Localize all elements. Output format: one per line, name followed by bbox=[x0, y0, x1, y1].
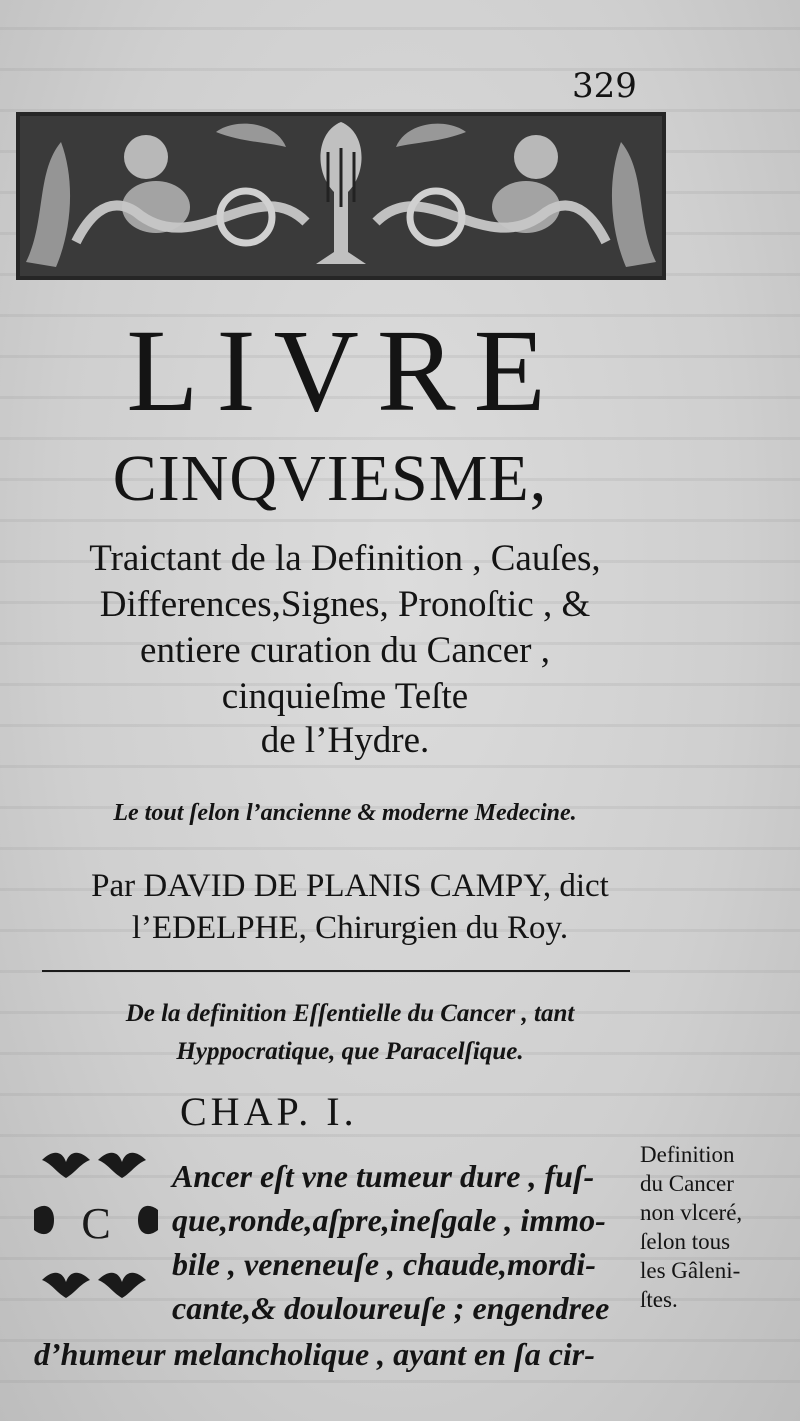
author-line: l’EDELPHE, Chirurgien du Roy. bbox=[131, 910, 569, 946]
fleuron-drop-cap-frame bbox=[32, 1150, 160, 1300]
body-text-line: d’humeur melancholique , ayant en ſa cir- bbox=[34, 1336, 595, 1372]
marginal-note bbox=[640, 1140, 770, 1314]
margin-note-line: Definition bbox=[640, 1142, 735, 1167]
body-text-line: cante,& douloureuſe ; engendree bbox=[172, 1290, 610, 1326]
body-text-line: bile , veneneuſe , chaude,mordi- bbox=[172, 1246, 596, 1282]
page-number: 329 bbox=[572, 66, 637, 106]
subtitle-line: entiere curation du Cancer , bbox=[140, 630, 550, 671]
chapter-heading: CHAP. I. bbox=[180, 1089, 358, 1134]
subtitle-line: Traictant de la Definition , Cauſes, bbox=[89, 538, 601, 579]
woodcut-headpiece bbox=[16, 112, 666, 280]
section-heading-line: De la definition Eſſentielle du Cancer , tant bbox=[125, 1000, 575, 1027]
subtitle-line: Differences,Signes, Pronoſtic , & bbox=[99, 584, 591, 625]
margin-note-line: ſelon tous bbox=[640, 1229, 731, 1254]
title-cinqviesme: CINQVIESME, bbox=[112, 442, 548, 515]
tagline: Le tout ſelon l’ancienne & moderne Medecine. bbox=[113, 800, 577, 826]
drop-cap-letter: C bbox=[81, 1199, 111, 1248]
body-text-line: que,ronde,aſpre,ineſgale , immo- bbox=[172, 1202, 606, 1238]
horizontal-rule bbox=[42, 970, 630, 972]
subtitle-line: de l’Hydre. bbox=[260, 720, 430, 761]
margin-note-line: ſtes. bbox=[640, 1287, 678, 1312]
author-line: Par DAVID DE PLANIS CAMPY, dict bbox=[91, 868, 609, 904]
margin-note-line: non vlceré, bbox=[640, 1200, 743, 1225]
title-livre: LIVRE bbox=[126, 305, 564, 436]
subtitle-line: cinquieſme Teſte bbox=[221, 676, 469, 717]
body-text-line: Ancer eſt vne tumeur dure , fuſ- bbox=[172, 1158, 595, 1194]
margin-note-line: du Cancer bbox=[640, 1171, 734, 1196]
margin-note-line: les Gâleni- bbox=[640, 1258, 741, 1283]
section-heading-line: Hyppocratique, que Paracelſique. bbox=[176, 1038, 524, 1065]
